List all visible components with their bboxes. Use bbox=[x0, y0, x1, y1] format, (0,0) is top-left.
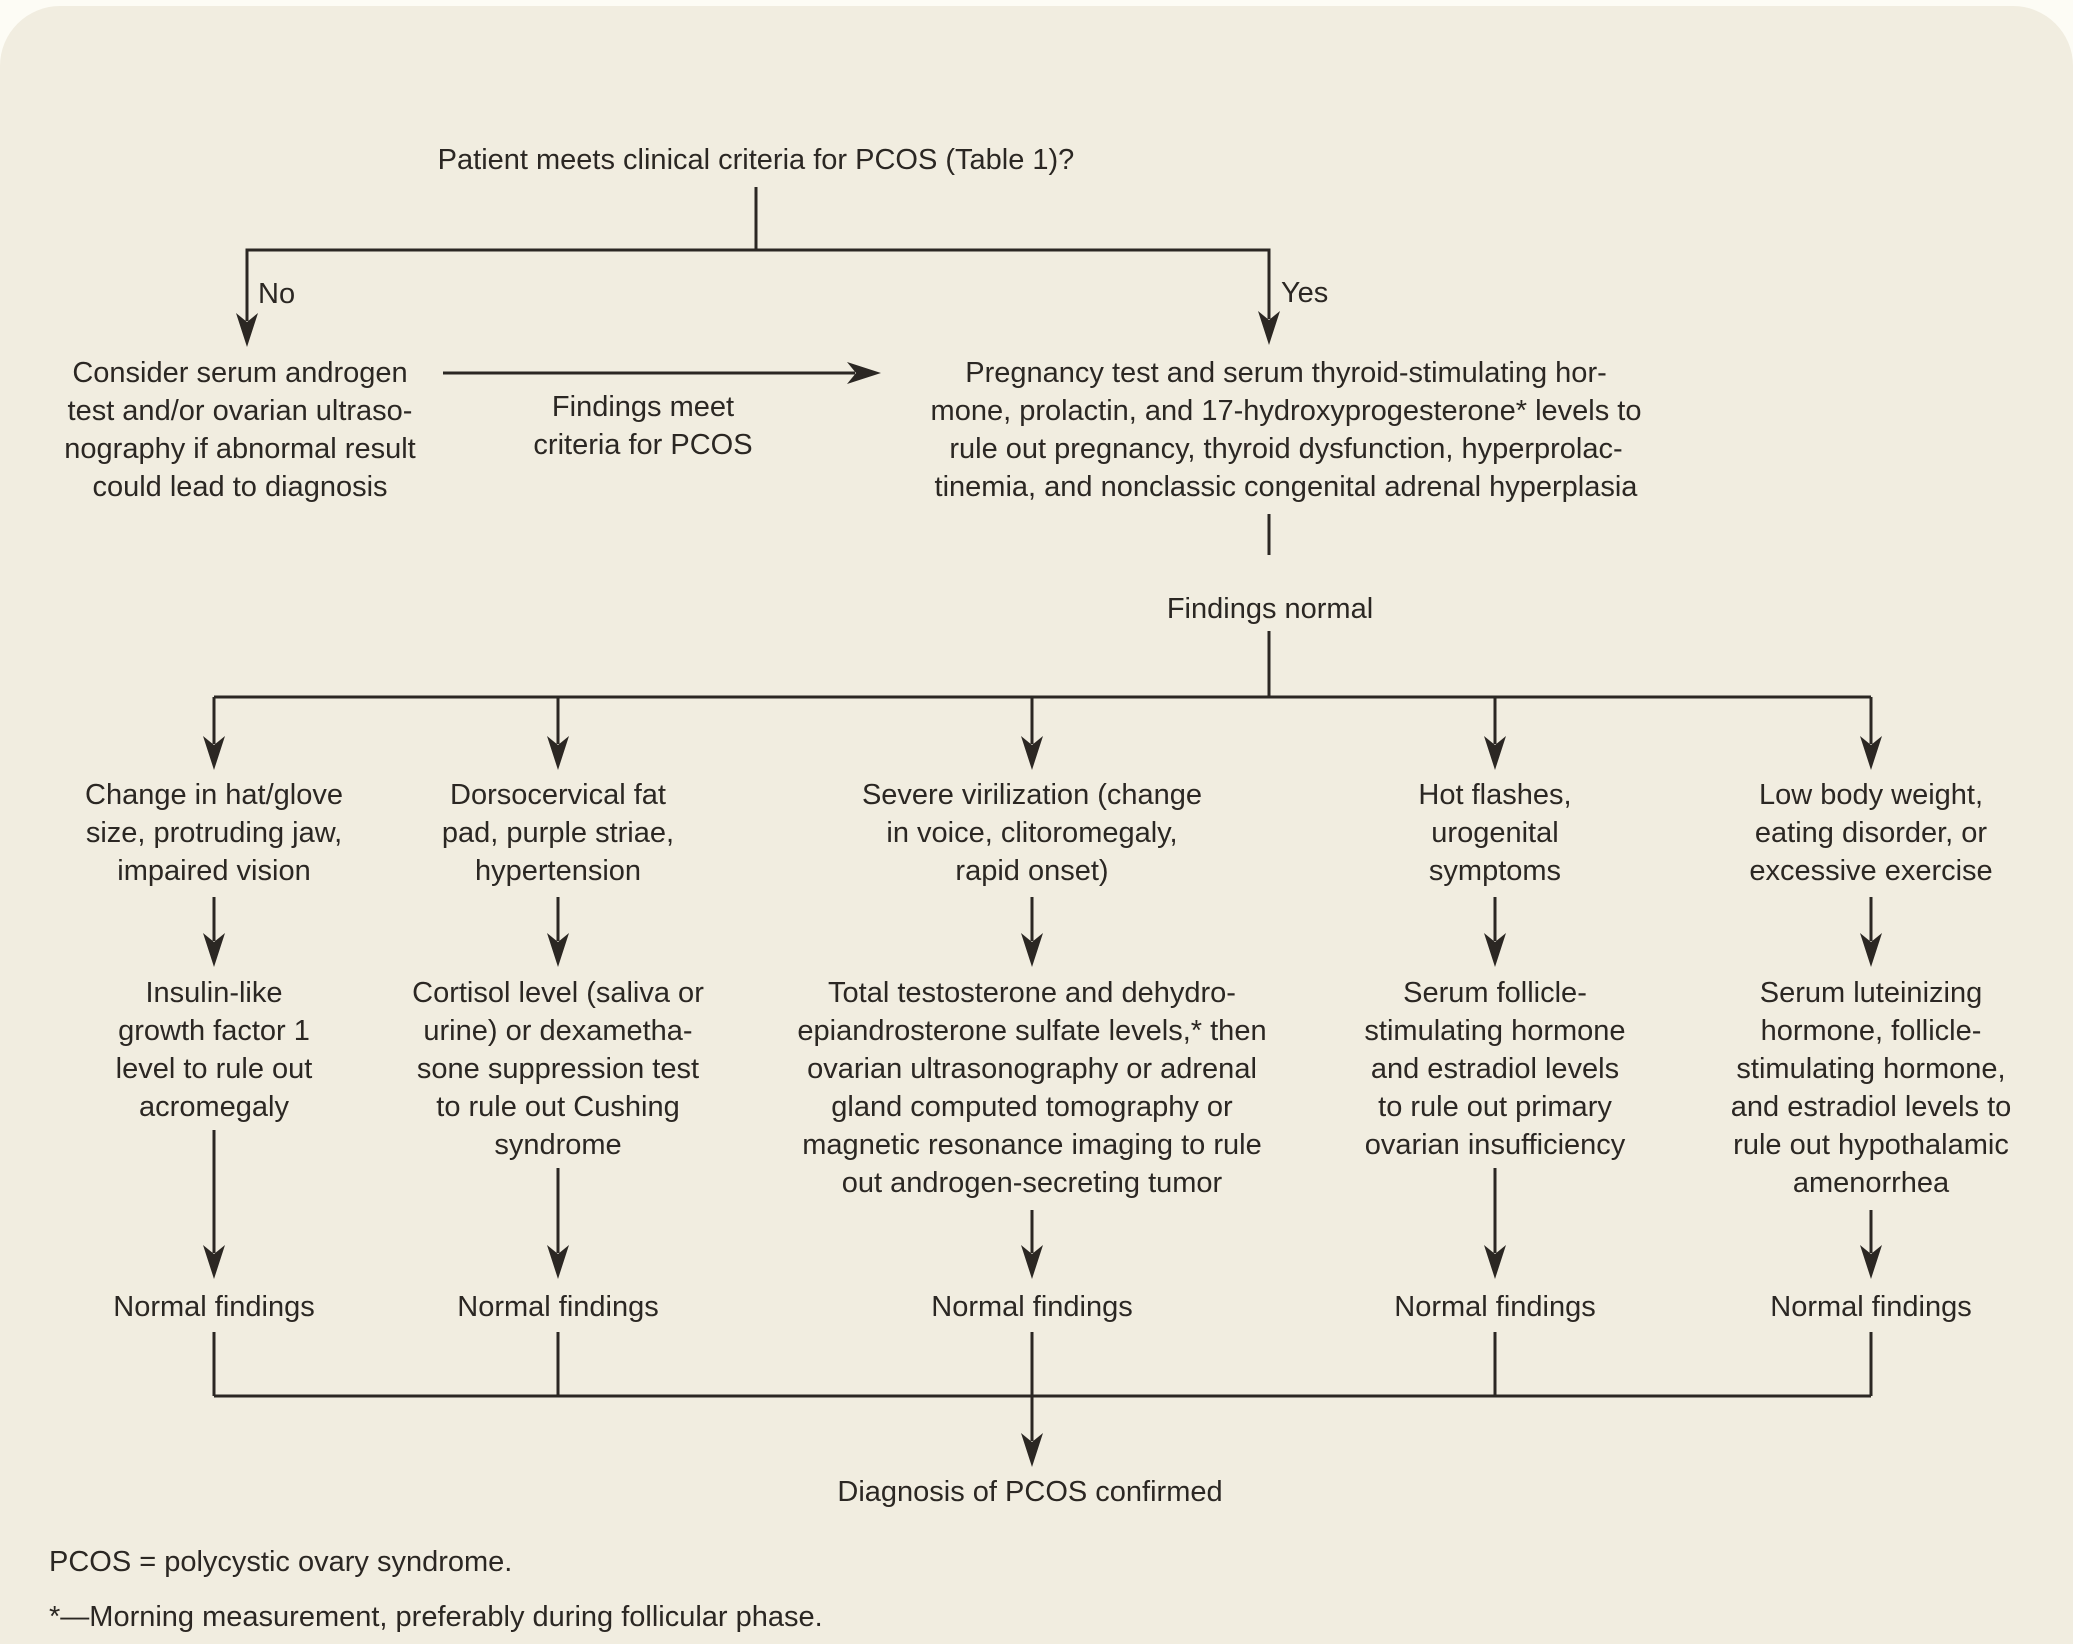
result-node-cushing: Normal findings bbox=[457, 1291, 659, 1323]
findings-normal-node: Findings normal bbox=[1166, 593, 1374, 625]
symptom-node-acromegaly: Change in hat/glove size, protruding jaw, impaired vision bbox=[85, 779, 343, 887]
test-node-androgen-tumor: Total testosterone and dehydro- epiandrosterone sulfate levels,* then ovarian ultrasonography or adrenal gland computed tomography or magnetic resonance imaging to rule out androgen-secreting tumor bbox=[797, 977, 1267, 1199]
result-node-androgen-tumor: Normal findings bbox=[931, 1291, 1133, 1323]
test-node-ovarian-insufficiency: Serum follicle- stimulating hormone and estradiol levels to rule out primary ovarian insufficiency bbox=[1364, 977, 1626, 1161]
footnote-abbreviation: PCOS = polycystic ovary syndrome. bbox=[49, 1546, 513, 1578]
result-node-hypothalamic-amenorrhea: Normal findings bbox=[1770, 1291, 1972, 1323]
no-branch-label: No bbox=[258, 278, 296, 310]
consider-androgen-node: Consider serum androgen test and/or ovarian ultraso- nography if abnormal result could lead to diagnosis bbox=[64, 357, 416, 503]
root-question: Patient meets clinical criteria for PCOS (Table 1)? bbox=[437, 144, 1075, 176]
test-node-acromegaly: Insulin-like growth factor 1 level to rule out acromegaly bbox=[115, 977, 313, 1123]
symptom-node-cushing: Dorsocervical fat pad, purple striae, hypertension bbox=[441, 779, 675, 887]
symptom-node-hypothalamic-amenorrhea: Low body weight, eating disorder, or excessive exercise bbox=[1749, 779, 1993, 887]
result-node-acromegaly: Normal findings bbox=[113, 1291, 315, 1323]
initial-workup-node: Pregnancy test and serum thyroid-stimulating hor- mone, prolactin, and 17-hydroxyprogesterone* levels to rule out pregnancy, thyroid dysfunction, hyperprolac- tinemia, and nonclassic congenital adrenal hyperplasia bbox=[930, 357, 1642, 503]
test-node-hypothalamic-amenorrhea: Serum luteinizing hormone, follicle- stimulating hormone, and estradiol levels to rule out hypothalamic amenorrhea bbox=[1730, 977, 2012, 1199]
symptom-node-ovarian-insufficiency: Hot flashes, urogenital symptoms bbox=[1418, 779, 1572, 887]
result-stubs bbox=[214, 1332, 1871, 1396]
diagnosis-node: Diagnosis of PCOS confirmed bbox=[837, 1476, 1223, 1508]
test-node-cushing: Cortisol level (saliva or urine) or dexametha- sone suppression test to rule out Cushing syndrome bbox=[412, 977, 704, 1161]
findings-meet-criteria-label: Findings meet criteria for PCOS bbox=[533, 391, 753, 461]
result-node-ovarian-insufficiency: Normal findings bbox=[1394, 1291, 1596, 1323]
branch-bar bbox=[247, 250, 1269, 321]
yes-branch-label: Yes bbox=[1281, 277, 1329, 309]
footnote-asterisk: *—Morning measurement, preferably during follicular phase. bbox=[49, 1601, 823, 1633]
symptom-node-androgen-tumor: Severe virilization (change in voice, clitoromegaly, rapid onset) bbox=[861, 779, 1203, 887]
